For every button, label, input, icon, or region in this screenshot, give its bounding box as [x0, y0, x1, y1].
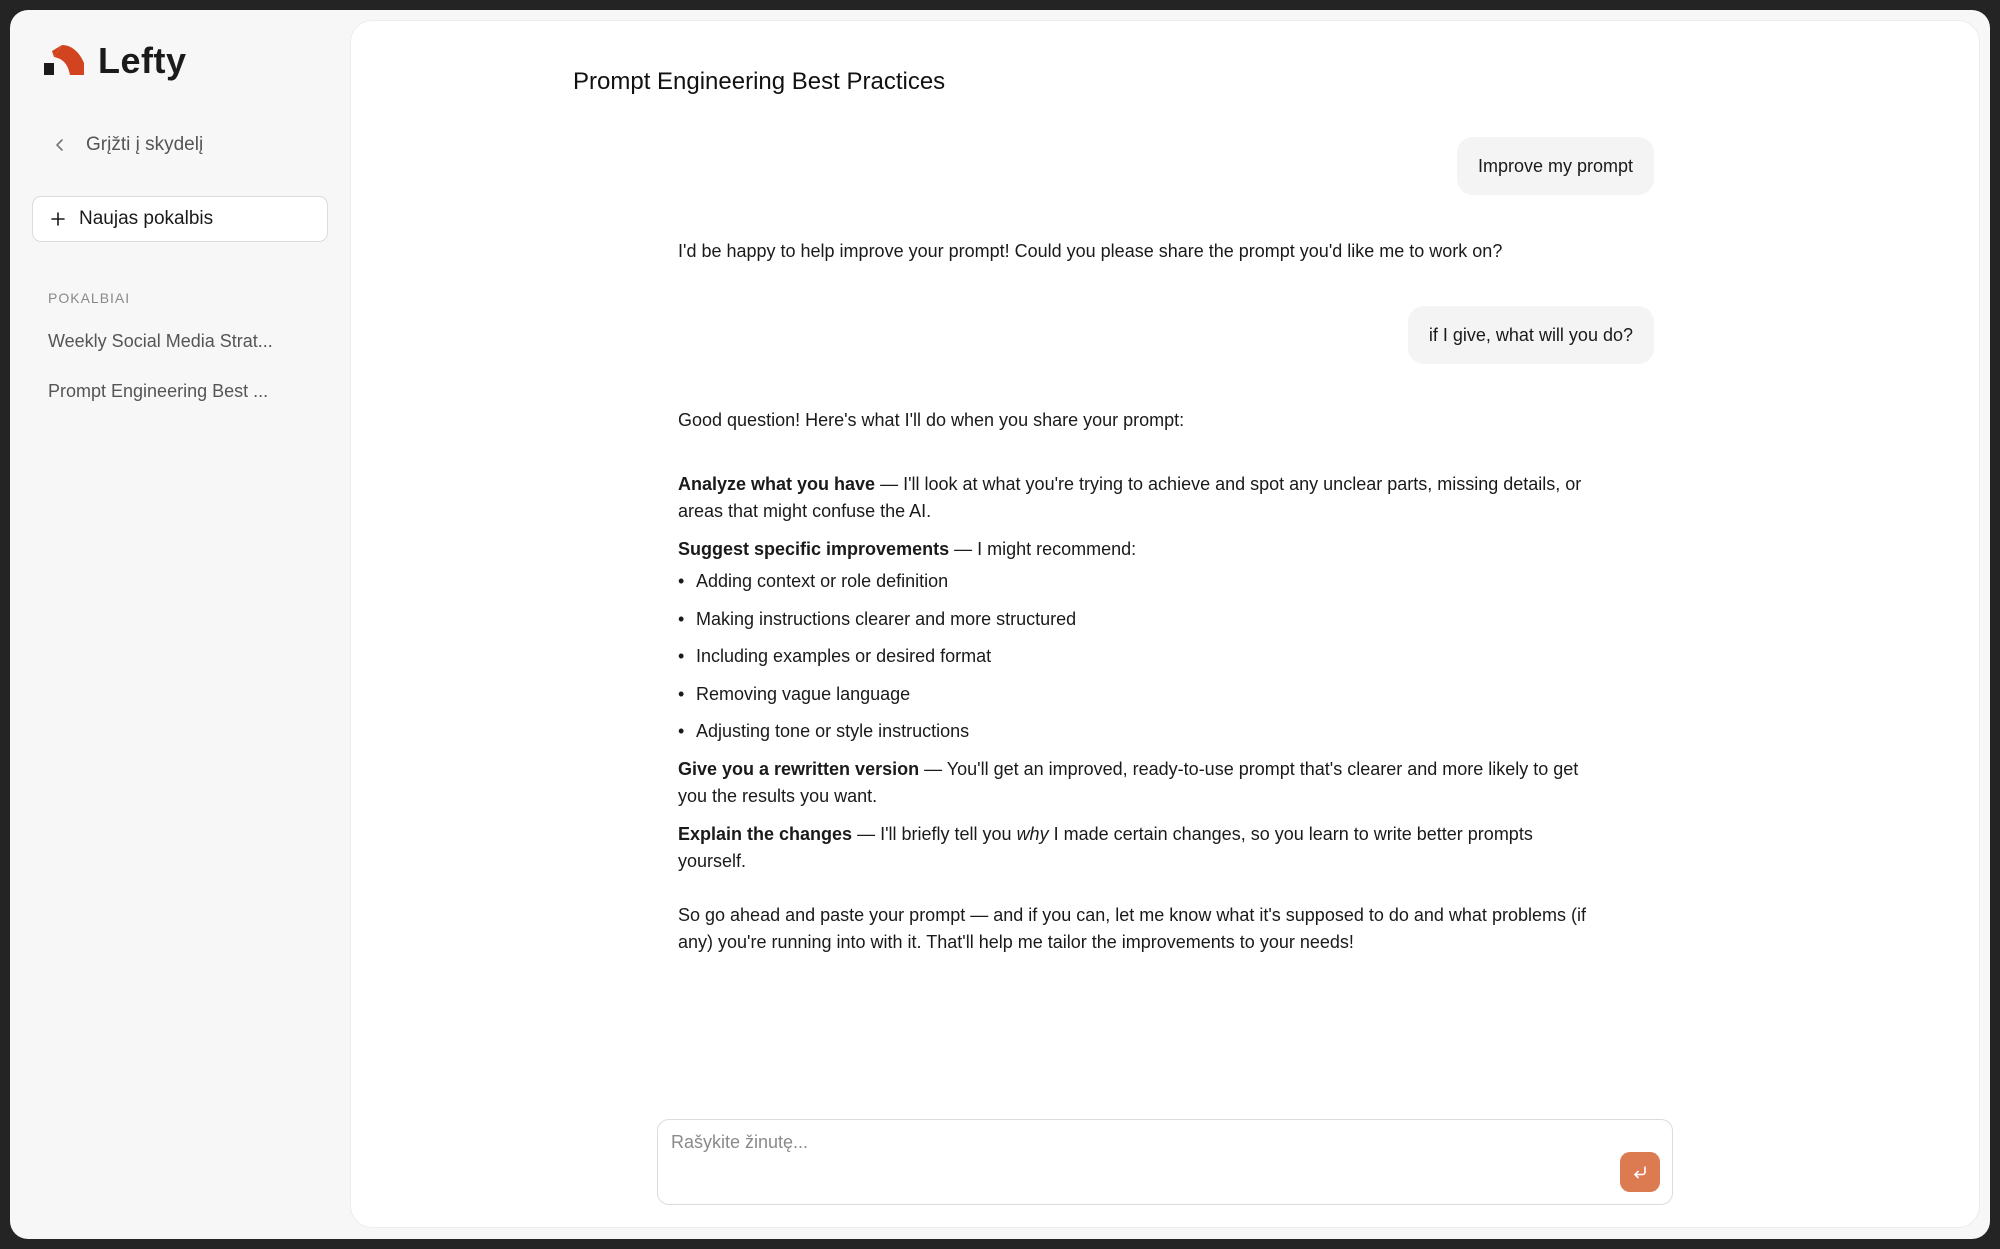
- sidebar: [10, 10, 350, 1239]
- assistant-paragraph-explain: [678, 821, 1598, 875]
- assistant-text: I'd be happy to help improve your prompt! Could you please share the prompt you'd like me to work on?: [678, 241, 1503, 261]
- assistant-paragraph-rewrite: [678, 756, 1598, 810]
- italic-text: why: [1016, 824, 1049, 844]
- conversations-section-label: POKALBIAI: [48, 290, 131, 306]
- conversation-item[interactable]: Prompt Engineering Best ...: [48, 381, 269, 401]
- user-message: Improve my prompt: [1457, 137, 1654, 195]
- bold-heading: Suggest specific improvements: [678, 539, 950, 559]
- assistant-intro: Good question! Here's what I'll do when you share your prompt:: [678, 410, 1185, 430]
- conversation-title: Prompt Engineering Best Practices: [573, 68, 946, 95]
- app-window: [10, 10, 1990, 1239]
- assistant-closing: So go ahead and paste your prompt — and if you can, let me know what it's supposed to do and what problems (if any) you're running into with it. That'll help me tailor the improvements to your needs!: [678, 905, 1586, 952]
- bold-heading: Explain the changes: [678, 824, 853, 844]
- conversation-item[interactable]: Weekly Social Media Strat...: [48, 331, 273, 351]
- paragraph-text: — I'll briefly tell you: [852, 824, 1017, 844]
- message-composer: [657, 1119, 1673, 1205]
- list-item: • Removing vague language: [678, 681, 1598, 708]
- paragraph-text: I made certain changes, so you learn to write better prompts yourself.: [678, 824, 1533, 871]
- paragraph-text: — You'll get an improved, ready-to-use prompt that's clearer and more likely to get you the results you want.: [678, 759, 1579, 806]
- send-button[interactable]: [1620, 1152, 1660, 1192]
- user-message: if I give, what will you do?: [1408, 306, 1654, 364]
- list-item: • Adjusting tone or style instructions: [678, 718, 1598, 745]
- assistant-paragraph-suggest: [678, 536, 1598, 563]
- brand-name: Lefty: [98, 40, 187, 81]
- improvement-list: [678, 568, 1598, 745]
- bold-heading: Give you a rewritten version: [678, 759, 920, 779]
- message-input[interactable]: [671, 1132, 1611, 1192]
- chevron-left-icon: [52, 137, 68, 153]
- new-chat-label: Naujas pokalbis: [79, 208, 214, 229]
- chat-panel: [350, 20, 1980, 1228]
- new-chat-button[interactable]: [32, 196, 328, 242]
- paragraph-text: — I'll look at what you're trying to achieve and spot any unclear parts, missing details, or areas that might confuse the AI.: [678, 474, 1582, 521]
- back-to-dashboard-link[interactable]: [52, 134, 203, 156]
- brand-logo[interactable]: [42, 40, 187, 82]
- back-link-label: Grįžti į skydelį: [86, 134, 204, 155]
- plus-icon: [49, 210, 67, 228]
- conversation-list: [48, 330, 298, 430]
- assistant-message: [678, 238, 1598, 276]
- assistant-message: [678, 407, 1598, 967]
- list-item: • Including examples or desired format: [678, 643, 1598, 670]
- assistant-paragraph-analyze: [678, 471, 1598, 525]
- lefty-logo-icon: [42, 41, 86, 81]
- enter-return-icon: [1630, 1162, 1650, 1182]
- list-item: • Adding context or role definition: [678, 568, 1598, 595]
- bold-heading: Analyze what you have: [678, 474, 876, 494]
- paragraph-text: — I might recommend:: [949, 539, 1137, 559]
- list-item: • Making instructions clearer and more structured: [678, 606, 1598, 633]
